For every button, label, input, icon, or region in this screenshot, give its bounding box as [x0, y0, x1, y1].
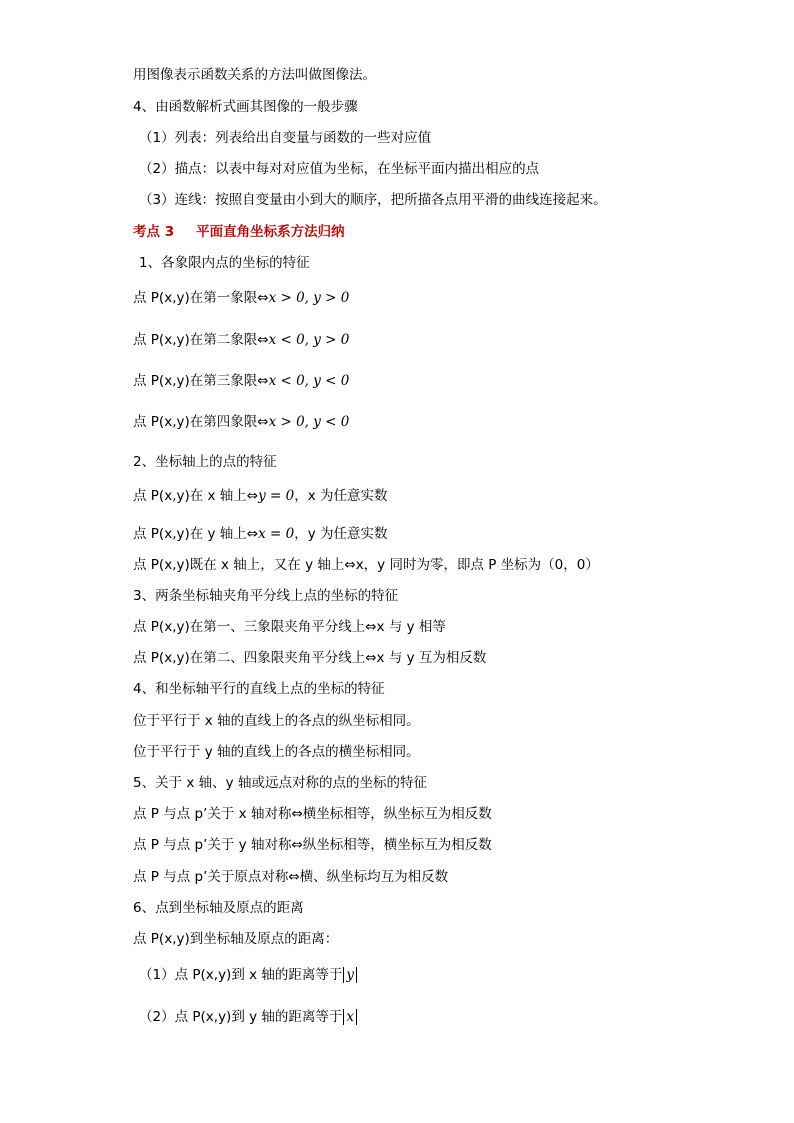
rule-symmetry-origin: 点 P 与点 p’关于原点对称⇔横、纵坐标均互为相反数 — [133, 869, 449, 885]
rule-text: （2）点 P(x,y)到 y 轴的距离等于 — [139, 1009, 343, 1025]
rule-math: x = 0 — [258, 526, 295, 542]
rule-math: y = 0 — [258, 488, 295, 504]
rule-parallel-x: 位于平行于 x 轴的直线上的各点的纵坐标相同。 — [133, 713, 420, 729]
rule-symmetry-x: 点 P 与点 p’关于 x 轴对称⇔横坐标相等，纵坐标互为相反数 — [133, 806, 492, 822]
rule-parallel-y: 位于平行于 y 轴的直线上的各点的横坐标相同。 — [133, 744, 420, 760]
rule-on-both-axes: 点 P(x,y)既在 x 轴上，又在 y 轴上⇔x，y 同时为零，即点 P 坐标为（0，0） — [133, 557, 599, 573]
subheading-bisector-points: 3、两条坐标轴夹角平分线上点的坐标的特征 — [133, 588, 399, 604]
subheading-distance: 6、点到坐标轴及原点的距离 — [133, 900, 304, 916]
heading-title: 平面直角坐标系方法归纳 — [196, 224, 345, 240]
rule-text: 点 P(x,y)在第一象限⇔ — [133, 290, 269, 306]
text-line-step-list: （1）列表：列表给出自变量与函数的一些对应值 — [139, 130, 432, 146]
section-heading-kaodian-3 — [133, 223, 345, 241]
rule-text: 点 P(x,y)在第四象限⇔ — [133, 414, 269, 430]
rule-text: （1）点 P(x,y)到 x 轴的距离等于 — [139, 967, 343, 983]
rule-math: x > 0, y < 0 — [268, 414, 350, 430]
rule-tail: ，y 为任意实数 — [294, 526, 388, 542]
rule-math: x > 0, y > 0 — [268, 290, 350, 306]
subheading-axis-points: 2、坐标轴上的点的特征 — [133, 454, 277, 470]
text-line-graph-method: 用图像表示函数关系的方法叫做图像法。 — [133, 67, 376, 83]
subheading-symmetry: 5、关于 x 轴、y 轴或远点对称的点的坐标的特征 — [133, 775, 427, 791]
rule-text: 点 P(x,y)在第三象限⇔ — [133, 373, 269, 389]
rule-math: x < 0, y < 0 — [268, 373, 350, 389]
rule-quadrant-1 — [133, 289, 349, 307]
rule-text: 点 P(x,y)在 x 轴上⇔ — [133, 488, 259, 504]
text-distance-intro: 点 P(x,y)到坐标轴及原点的距离： — [133, 931, 339, 947]
rule-distance-y-axis — [139, 1008, 357, 1026]
rule-quadrant-3 — [133, 372, 349, 390]
rule-tail: ，x 为任意实数 — [294, 488, 388, 504]
rule-math: x < 0, y > 0 — [268, 332, 350, 348]
subheading-quadrant-features: 1、各象限内点的坐标的特征 — [139, 255, 310, 271]
rule-distance-x-axis — [139, 966, 357, 984]
rule-symmetry-y: 点 P 与点 p’关于 y 轴对称⇔纵坐标相等，横坐标互为相反数 — [133, 837, 492, 853]
rule-bisector-1-3: 点 P(x,y)在第一、三象限夹角平分线上⇔x 与 y 相等 — [133, 619, 446, 635]
rule-quadrant-2 — [133, 331, 349, 349]
rule-on-y-axis — [133, 525, 388, 543]
absolute-value: y — [343, 967, 357, 983]
text-line-step-connect: （3）连线：按照自变量由小到大的顺序，把所描各点用平滑的曲线连接起来。 — [139, 192, 607, 208]
rule-quadrant-4 — [133, 413, 349, 431]
text-line-steps-heading: 4、由函数解析式画其图像的一般步骤 — [133, 99, 358, 115]
heading-label: 考点 3 — [133, 224, 175, 240]
absolute-value: x — [343, 1009, 357, 1025]
text-line-step-plot: （2）描点：以表中每对对应值为坐标，在坐标平面内描出相应的点 — [139, 161, 540, 177]
rule-on-x-axis — [133, 487, 388, 505]
rule-text: 点 P(x,y)在第二象限⇔ — [133, 332, 269, 348]
rule-bisector-2-4: 点 P(x,y)在第二、四象限夹角平分线上⇔x 与 y 互为相反数 — [133, 650, 487, 666]
rule-text: 点 P(x,y)在 y 轴上⇔ — [133, 526, 259, 542]
subheading-parallel-lines: 4、和坐标轴平行的直线上点的坐标的特征 — [133, 681, 385, 697]
